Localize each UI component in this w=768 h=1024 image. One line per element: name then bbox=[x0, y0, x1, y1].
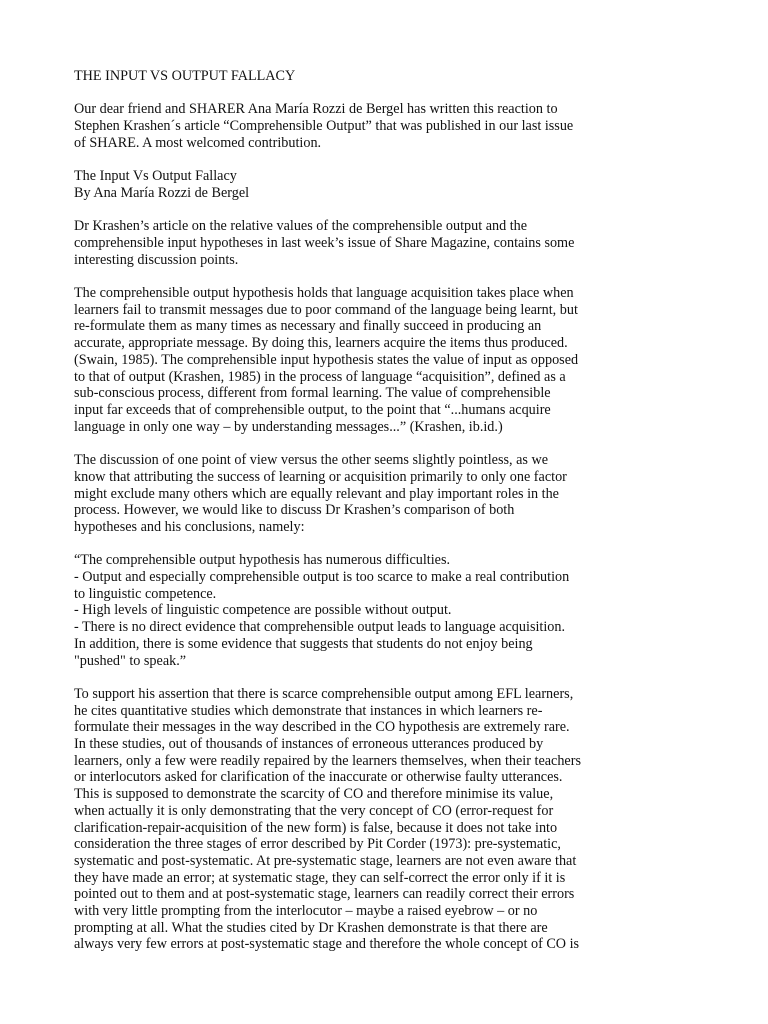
article-byline: The Input Vs Output Fallacy By Ana María Rozzi de Bergel bbox=[74, 168, 250, 201]
body-paragraph: The discussion of one point of view versus the other seems slightly pointless, as we know that attributing the success of learning or acquisition primarily to only one factor might exclude many others which are equally relevant and play important roles in the process. However, we would like to discuss Dr Krashen’s comparison of both hypotheses and his conclusions, namely: bbox=[74, 452, 567, 535]
body-paragraph: Dr Krashen’s article on the relative values of the comprehensible output and the comprehensible input hypotheses in last week’s issue of Share Magazine, contains some interesting discussion points. bbox=[74, 218, 575, 268]
quoted-paragraph: “The comprehensible output hypothesis has numerous difficulties. - Output and especially comprehensible output is too scarce to make a real contribution to linguistic competence. - High levels of linguistic competence are possible without output. - There is no direct evidence that comprehensible output leads to language acquisition. In addition, there is some evidence that suggests that students do not enjoy being "pushed" to speak.” bbox=[74, 552, 570, 669]
body-paragraph: The comprehensible output hypothesis holds that language acquisition takes place when learners fail to transmit messages due to poor command of the language being learnt, but re-formulate them as many times as necessary and finally succeed in producing an accurate, appropriate message. By doing this, learners acquire the items thus produced. (Swain, 1985). The comprehensible input hypothesis states the value of input as opposed to that of output (Krashen, 1985) in the process of language “acquisition”, defined as a sub-conscious process, different from formal learning. The value of comprehensible input far exceeds that of comprehensible output, to the point that “...humans acquire language in only one way – by understanding messages...” (Krashen, ib.id.) bbox=[74, 285, 579, 435]
body-paragraph: To support his assertion that there is scarce comprehensible output among EFL learners, he cites quantitative studies which demonstrate that instances in which learners re- formulate their messages in the way described in the CO hypothesis are extremely rare. In these studies, out of thousands of instances of erroneous utterances produced by learners, only a few were readily repaired by the learners themselves, when their teachers or interlocutors asked for clarification of the inaccurate or otherwise faulty utterances. This is supposed to demonstrate the scarcity of CO and therefore minimise its value, when actually it is only demonstrating that the very concept of CO (error-request for clarification-repair-acquisition of the new form) is false, because it does not take into consideration the three stages of error described by Pit Corder (1973): pre-systematic, systematic and post-systematic. At pre-systematic stage, learners are not even aware that they have made an error; at systematic stage, they can self-correct the error only if it is pointed out to them and at post-systematic stage, learners can readily correct their errors with very little prompting from the interlocutor – maybe a raised eyebrow – or no prompting at all. What the studies cited by Dr Krashen demonstrate is that there are always very few errors at post-systematic stage and therefore the whole concept of CO is bbox=[74, 685, 581, 953]
intro-paragraph: Our dear friend and SHARER Ana María Rozzi de Bergel has written this reaction to Stephen Krashen´s article “Comprehensible Output” that was published in our last issue of SHARE. A most welcomed contribution. bbox=[74, 101, 574, 151]
document-page bbox=[74, 68, 634, 970]
document-title: THE INPUT VS OUTPUT FALLACY bbox=[74, 68, 296, 84]
